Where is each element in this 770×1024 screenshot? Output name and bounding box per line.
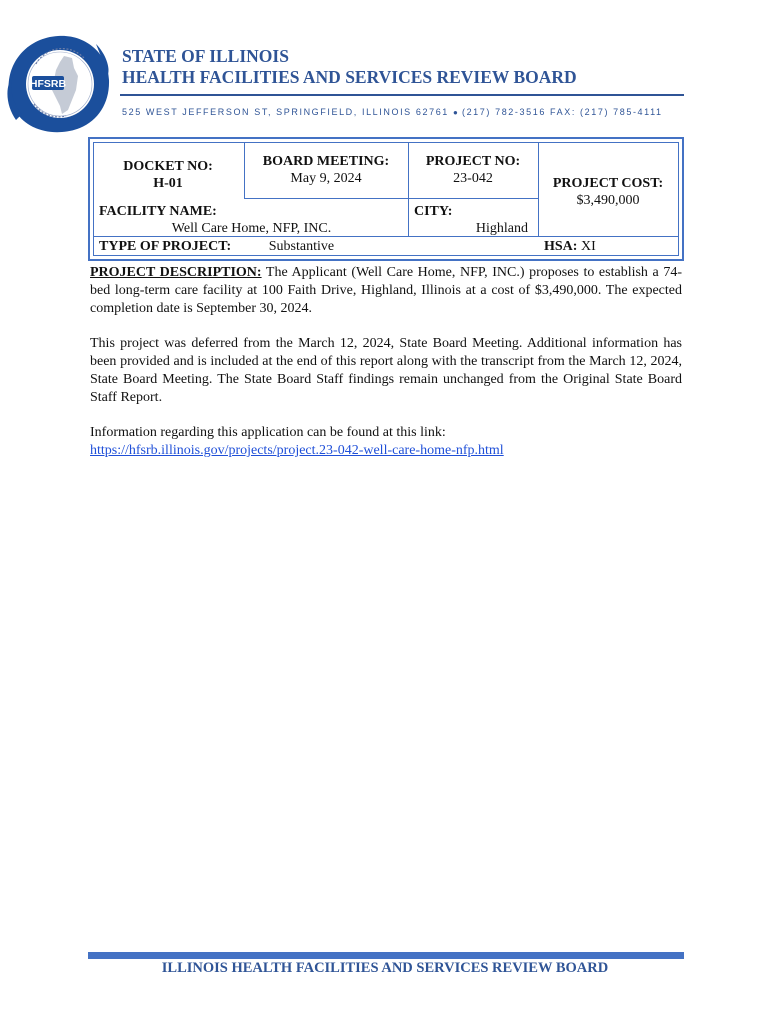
hsa-value: XI	[580, 239, 596, 254]
hsa-label: HSA:	[544, 239, 578, 254]
project-no-label: PROJECT NO:	[425, 154, 521, 169]
facility-value: Well Care Home, NFP, INC.	[171, 221, 332, 236]
project-description	[90, 264, 682, 318]
info-text: Information regarding this application can be found at this link:	[90, 425, 446, 440]
application-link[interactable]: https://hfsrb.illinois.gov/projects/project.23-042-well-care-home-nfp.html	[90, 443, 504, 458]
project-summary-box	[88, 137, 684, 261]
hfsrb-logo	[6, 34, 110, 134]
divider	[244, 198, 538, 199]
deferral-paragraph: This project was deferred from the March 12, 2024, State Board Meeting. Additional information has been provided and is included at the end of this report along with the transcript from the March 12, 2024, State Board Meeting. The State Board Staff findings remain unchanged from the Original State Board Staff Report.	[90, 336, 682, 405]
hsa	[544, 238, 674, 255]
city	[414, 203, 538, 237]
svg-text:HFSRB: HFSRB	[29, 78, 67, 90]
cost-value: $3,490,000	[576, 193, 640, 208]
street-address: 525 WEST JEFFERSON ST, SPRINGFIELD, ILLINOIS 62761	[122, 107, 449, 117]
docket-label: DOCKET NO:	[123, 159, 213, 174]
meeting-value: May 9, 2024	[290, 171, 362, 186]
project-type	[99, 238, 404, 255]
title-line-2: HEALTH FACILITIES AND SERVICES REVIEW BOARD	[122, 67, 577, 87]
facility-name	[99, 203, 404, 237]
summary-inner-border	[93, 142, 679, 256]
project-number	[408, 153, 538, 187]
address-line	[122, 107, 663, 117]
cost-label: PROJECT COST:	[552, 176, 664, 191]
title-line-1: STATE OF ILLINOIS	[122, 46, 289, 66]
agency-title	[122, 46, 577, 88]
city-label: CITY:	[414, 204, 453, 219]
docket-number	[108, 158, 228, 192]
footer-title: ILLINOIS HEALTH FACILITIES AND SERVICES REVIEW BOARD	[161, 960, 609, 976]
meeting-label: BOARD MEETING:	[262, 154, 390, 169]
project-no-value: 23-042	[453, 171, 493, 186]
facility-label: FACILITY NAME:	[99, 204, 217, 219]
docket-value: H-01	[153, 176, 183, 191]
description-label: PROJECT DESCRIPTION:	[90, 265, 262, 280]
header-rule	[120, 94, 684, 96]
phone-fax: (217) 782-3516 FAX: (217) 785-4111	[461, 107, 663, 117]
info-paragraph	[90, 424, 682, 460]
footer-rule	[88, 952, 684, 959]
board-meeting	[244, 153, 408, 187]
type-label: TYPE OF PROJECT:	[99, 239, 232, 254]
description-text: The Applicant (Well Care Home, NFP, INC.) proposes to establish a 74-bed long-term care facility at 100 Faith Drive, Highland, Illinois at a cost of $3,490,000. The expected completion date is September 30, 2024.	[90, 265, 682, 316]
type-value: Substantive	[268, 239, 335, 254]
bullet-icon: ●	[453, 108, 458, 117]
project-cost	[538, 175, 678, 209]
city-value: Highland	[475, 221, 528, 236]
